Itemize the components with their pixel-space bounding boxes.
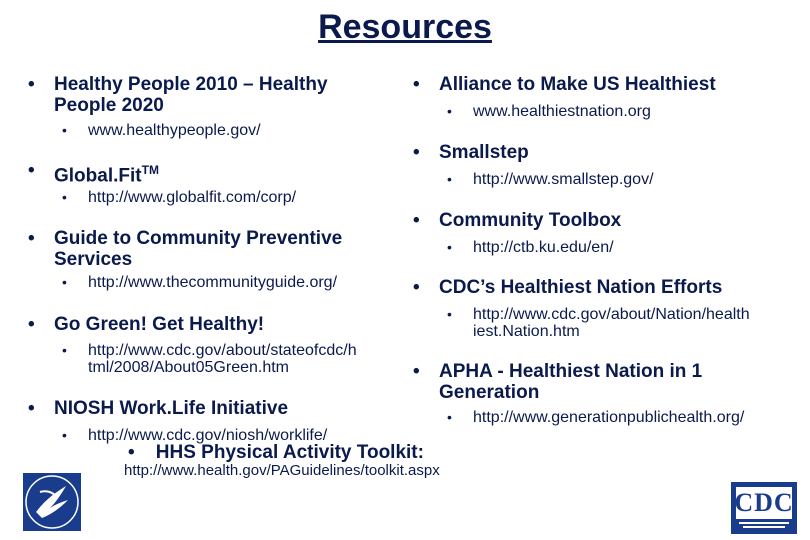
cdc-logo <box>731 482 797 534</box>
link-communityguide[interactable]: http://www.thecommunityguide.org/ <box>88 274 338 291</box>
link-gogreen-line1[interactable]: http://www.cdc.gov/about/stateofcdc/h <box>88 342 357 359</box>
bullet: • <box>128 442 135 463</box>
resource-item-community-guide <box>28 228 404 270</box>
bullet: • <box>28 160 35 181</box>
sub-bullet: • <box>447 239 452 255</box>
resource-item-cdc-healthiest <box>413 277 722 298</box>
resource-link-cdc-nation <box>413 306 750 340</box>
resource-link-gogreen <box>28 342 357 376</box>
resource-link-healthiestnation <box>413 103 651 120</box>
resource-link-communityguide <box>28 274 337 291</box>
item-label-line1: APHA - Healthiest Nation in 1 <box>439 361 703 382</box>
resource-link-ctb <box>413 239 614 256</box>
item-label: CDC’s Healthiest Nation Efforts <box>439 277 723 298</box>
item-label: Global.Fit <box>54 165 142 187</box>
resource-item-alliance <box>413 74 716 95</box>
resource-link-generation <box>413 409 744 426</box>
item-label: NIOSH Work.Life Initiative <box>54 398 289 419</box>
bullet: • <box>413 210 420 231</box>
bullet: • <box>28 228 35 249</box>
sub-bullet: • <box>62 427 67 443</box>
link-globalfit[interactable]: http://www.globalfit.com/corp/ <box>88 189 297 206</box>
resource-item-smallstep <box>413 142 529 163</box>
link-ctb[interactable]: http://ctb.ku.edu/en/ <box>473 239 614 256</box>
item-label-line1: Guide to Community Preventive <box>54 228 343 249</box>
hhs-seal-icon <box>22 472 82 532</box>
bullet: • <box>28 314 35 335</box>
resource-link-smallstep <box>413 171 654 188</box>
resource-link-healthypeople <box>28 122 261 139</box>
trademark-sup: TM <box>141 163 159 177</box>
bullet: • <box>28 74 35 95</box>
link-smallstep[interactable]: http://www.smallstep.gov/ <box>473 171 654 188</box>
resource-item-community-toolbox <box>413 210 621 231</box>
link-gogreen-line2[interactable]: tml/2008/About05Green.htm <box>88 359 290 376</box>
item-label: Alliance to Make US Healthiest <box>439 74 716 95</box>
sub-bullet: • <box>62 274 67 290</box>
link-generation[interactable]: http://www.generationpublichealth.org/ <box>473 409 745 426</box>
link-niosh[interactable]: http://www.cdc.gov/niosh/worklife/ <box>88 427 328 444</box>
link-healthiestnation[interactable]: www.healthiestnation.org <box>473 103 651 120</box>
resource-item-go-green <box>28 314 264 335</box>
item-label: Go Green! Get Healthy! <box>54 314 265 335</box>
item-label-line2: Services <box>54 249 133 270</box>
sub-bullet: • <box>447 103 452 119</box>
link-cdc-nation-line2[interactable]: iest.Nation.htm <box>473 323 580 340</box>
resource-item-globalfit <box>28 160 159 186</box>
link-hhs-toolkit[interactable]: http://www.health.gov/PAGuidelines/toolkit.aspx <box>124 462 440 479</box>
hhs-toolkit-heading <box>128 442 424 464</box>
sub-bullet: • <box>447 306 452 322</box>
link-healthypeople[interactable]: www.healthypeople.gov/ <box>88 122 261 139</box>
cdc-logo-text: CDC <box>734 488 794 517</box>
bullet: • <box>413 361 420 382</box>
item-label-line2: Generation <box>439 382 540 403</box>
bullet: • <box>413 142 420 163</box>
sub-bullet: • <box>447 171 452 187</box>
item-label: Smallstep <box>439 142 529 163</box>
sub-bullet: • <box>62 342 67 358</box>
page-title: Resources <box>318 8 492 46</box>
item-label-line1: Healthy People 2010 – Healthy <box>54 74 328 95</box>
bullet: • <box>413 74 420 95</box>
item-label-line2: People 2020 <box>54 95 164 116</box>
resource-link-globalfit <box>28 189 296 206</box>
resource-item-apha <box>413 361 799 403</box>
sub-bullet: • <box>62 122 67 138</box>
item-label: Community Toolbox <box>439 210 622 231</box>
sub-bullet: • <box>62 189 67 205</box>
bullet: • <box>28 398 35 419</box>
resource-item-healthy-people <box>28 74 398 116</box>
link-cdc-nation-line1[interactable]: http://www.cdc.gov/about/Nation/health <box>473 306 750 323</box>
resource-item-niosh <box>28 398 288 419</box>
bullet: • <box>413 277 420 298</box>
hhs-toolkit-label: HHS Physical Activity Toolkit: <box>155 442 424 463</box>
sub-bullet: • <box>447 409 452 425</box>
